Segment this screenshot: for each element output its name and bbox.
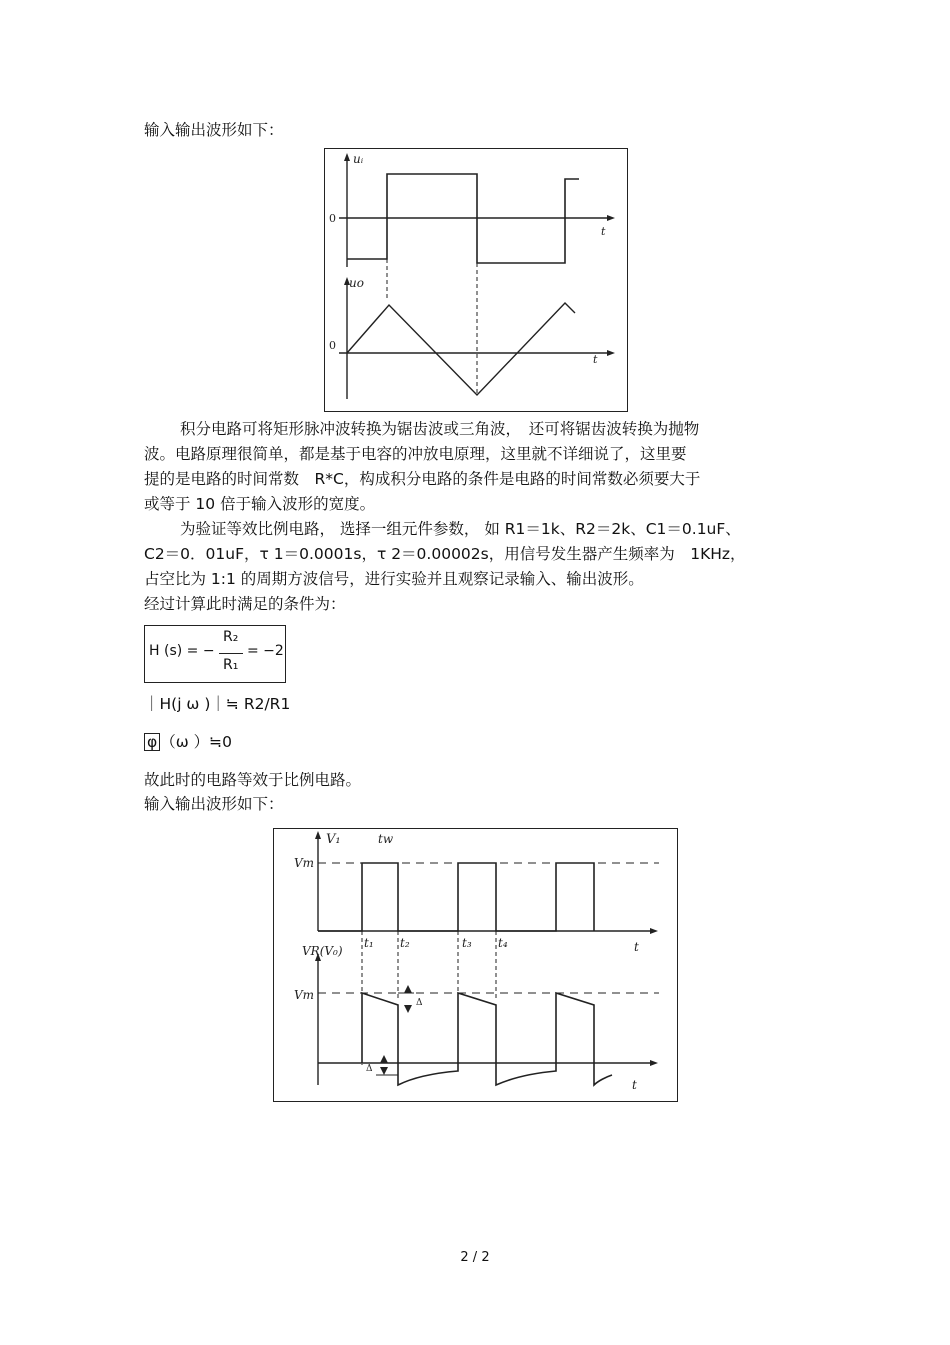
- proportional-waveform-svg: [274, 829, 677, 1101]
- para1-line3: 提的是电路的时间常数 R*C，构成积分电路的条件是电路的时间常数必须要大于: [144, 470, 701, 488]
- ui-y-arrow: [344, 153, 350, 161]
- delta-arrow-top-up: [404, 1005, 412, 1013]
- phase-text: （ω ）≒0: [160, 733, 233, 751]
- t2-label: t₂: [400, 936, 410, 950]
- para1-line1: 积分电路可将矩形脉冲波转换为锯齿波或三角波， 还可将锯齿波转换为抛物: [180, 420, 700, 438]
- vm-label-top: Vm: [294, 856, 315, 870]
- vr-x-arrow: [650, 1060, 658, 1066]
- vm-label-bottom: Vm: [294, 988, 315, 1002]
- page-number: 2 / 2: [460, 1250, 490, 1265]
- delta-arrow-bottom-up: [380, 1067, 388, 1075]
- v1-y-arrow: [315, 831, 321, 839]
- triangle-wave-output: [347, 303, 575, 395]
- v1-label: V₁: [326, 832, 341, 847]
- delta-arrow-top-down: [404, 985, 412, 993]
- delta-label-bottom: Δ: [366, 1064, 373, 1074]
- para2-line2: C2＝0．01uF，τ 1＝0.0001s，τ 2＝0.00002s，用信号发生器产生频率为 1KHz，: [144, 545, 746, 563]
- t1-label: t₁: [364, 936, 374, 950]
- t3-label: t₃: [462, 936, 472, 950]
- ui-t-label: t: [601, 225, 606, 238]
- fraction-bar: [219, 653, 243, 654]
- para2-line4: 经过计算此时满足的条件为：: [144, 595, 346, 613]
- figure-proportional-waveforms: [273, 828, 678, 1102]
- para2-line3: 占空比为 1:1 的周期方波信号，进行实验并且观察记录输入、输出波形。: [144, 570, 644, 588]
- vr-label: VR(V₀): [302, 944, 343, 958]
- magnitude-line: ｜H(j ω )｜≒ R2/R1: [144, 695, 291, 713]
- tw-label: tw: [378, 832, 394, 846]
- pulse-wave-input: [318, 863, 594, 931]
- formula-rhs: = −2: [247, 643, 284, 659]
- conclusion: 故此时的电路等效于比例电路。: [144, 771, 362, 789]
- uo-x-arrow: [607, 350, 615, 356]
- formula-denominator: R₁: [223, 657, 239, 673]
- para1-line2: 波。电路原理很简单，都是基于电容的冲放电原理，这里就不详细说了，这里要: [144, 445, 687, 463]
- figure-integrator-waveforms: [324, 148, 628, 412]
- para1-line4: 或等于 10 倍于输入波形的宽度。: [144, 495, 376, 513]
- ui-label: uᵢ: [353, 152, 364, 166]
- t4-label: t₄: [498, 936, 508, 950]
- top-t-label: t: [634, 940, 639, 954]
- phase-symbol: φ: [144, 733, 160, 751]
- ui-x-arrow: [607, 215, 615, 221]
- para2-line1: 为验证等效比例电路， 选择一组元件参数， 如 R1＝1k、R2＝2k、C1＝0.1uF、: [180, 520, 741, 538]
- bottom-t-label: t: [632, 1078, 637, 1092]
- formula-numerator: R₂: [223, 629, 239, 645]
- uo-zero-label: 0: [329, 339, 336, 352]
- ui-zero-label: 0: [329, 212, 336, 225]
- integrator-waveform-svg: [325, 149, 627, 411]
- uo-t-label: t: [593, 353, 598, 366]
- output-wave: [362, 993, 612, 1085]
- heading-bottom: 输入输出波形如下：: [144, 795, 284, 813]
- delta-arrow-bottom-down: [380, 1055, 388, 1063]
- phase-line: [144, 732, 232, 752]
- v1-x-arrow: [650, 928, 658, 934]
- heading-top: 输入输出波形如下：: [144, 121, 284, 139]
- transfer-function-formula: [144, 625, 286, 683]
- uo-label: uo: [349, 276, 364, 290]
- formula-lhs: H (s) = −: [149, 643, 215, 659]
- delta-label-top: Δ: [416, 998, 423, 1008]
